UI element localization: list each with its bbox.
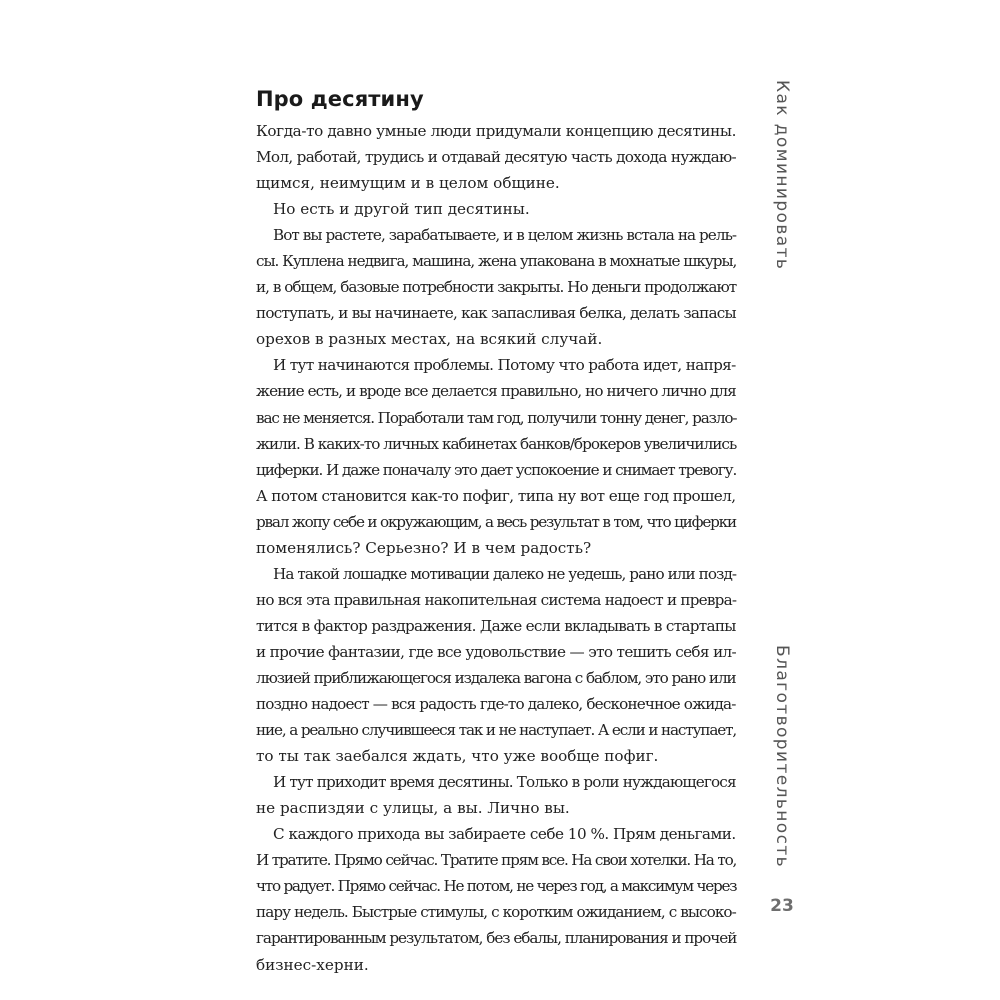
text-line: циферки. И даже поначалу это дает успокоение и снимает тревогу. — [256, 460, 737, 479]
chapter-heading: Про десятину — [256, 87, 424, 111]
text-line: Когда-то давно умные люди придумали концепцию десятины. — [256, 122, 737, 140]
text-line: люзией приближающегося издалека вагона с баблом, это рано или — [256, 668, 736, 687]
running-header: Как доминировать — [772, 80, 792, 271]
text-line: орехов в разных местах, на всякий случай. — [256, 330, 603, 349]
section-label-container — [764, 645, 800, 869]
text-line: поменялись? Серьезно? И в чем радость? — [256, 538, 592, 557]
text-line: Вот вы растете, зарабатываете, и в целом жизнь встала на рель- — [273, 226, 737, 245]
text-line: не распиздяи с улицы, а вы. Лично вы. — [256, 799, 570, 818]
text-line: но вся эта правильная накопительная система надоест и превра- — [256, 590, 737, 609]
text-line: И тут приходит время десятины. Только в роли нуждающегося — [273, 773, 736, 792]
text-line: И тратите. Прямо сейчас. Тратите прям все. На свои хотелки. На то, — [256, 851, 737, 870]
text-line: то ты так заебался ждать, что уже вообще пофиг. — [256, 747, 659, 766]
section-label: Благотворительность — [772, 645, 792, 869]
text-line: вас не меняется. Поработали там год, получили тонну денег, разло- — [256, 408, 737, 427]
text-line: поступать, и вы начинаете, как запасливая белка, делать запасы — [256, 304, 736, 323]
text-line: сы. Куплена недвига, машина, жена упакована в мохнатые шкуры, — [256, 252, 737, 271]
text-line: пару недель. Быстрые стимулы, с коротким ожиданием, с высоко- — [256, 903, 736, 922]
text-line: и прочие фантазии, где все удовольствие — это тешить себя ил- — [256, 642, 737, 661]
body-text — [256, 118, 736, 978]
text-line: жение есть, и вроде все делается правильно, но ничего лично для — [256, 382, 736, 401]
text-line: и, в общем, базовые потребности закрыты. Но деньги продолжают — [256, 278, 737, 297]
text-line: тится в фактор раздражения. Даже если вкладывать в стартапы — [256, 616, 736, 635]
text-line: бизнес-херни. — [256, 955, 369, 974]
text-line: ние, а реально случившееся так и не наступает. А если и наступает, — [256, 721, 737, 740]
text-line: рвал жопу себе и окружающим, а весь результат в том, что циферки — [256, 512, 736, 531]
text-line: А потом становится как-то пофиг, типа ну вот еще год прошел, — [256, 486, 736, 505]
text-line: И тут начинаются проблемы. Потому что работа идет, напря- — [273, 356, 736, 375]
text-line: Мол, работай, трудись и отдавай десятую часть дохода нуждаю- — [256, 148, 737, 167]
text-line: щимся, неимущим и в целом общине. — [256, 174, 560, 193]
page-number: 23 — [770, 896, 794, 916]
text-line: С каждого прихода вы забираете себе 10 %. Прям деньгами. — [273, 825, 736, 844]
text-line: поздно надоест — вся радость где-то далеко, бесконечное ожида- — [256, 695, 736, 714]
text-line: гарантированным результатом, без ебалы, планирования и прочей — [256, 929, 737, 948]
running-header-container — [764, 80, 800, 270]
text-line: жили. В каких-то личных кабинетах банков/брокеров увеличились — [256, 434, 737, 453]
text-line: что радует. Прямо сейчас. Не потом, не через год, а максимум через — [256, 877, 737, 896]
text-line: На такой лошадке мотивации далеко не уедешь, рано или позд- — [273, 564, 737, 583]
text-line: Но есть и другой тип десятины. — [273, 200, 530, 219]
